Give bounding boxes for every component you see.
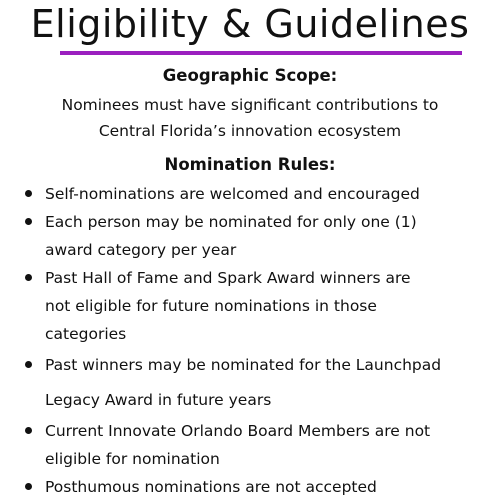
nomination-rules-heading: Nomination Rules:: [164, 155, 336, 174]
rule-text: categories: [45, 325, 127, 343]
rule-text: eligible for nomination: [45, 450, 220, 468]
bullet-icon: [25, 483, 32, 490]
bullet-icon: [25, 427, 32, 434]
bullet-icon: [25, 361, 32, 368]
geographic-scope-line: Central Florida’s innovation ecosystem: [98, 122, 402, 140]
bullet-icon: [25, 274, 32, 281]
rule-text: Self-nominations are welcomed and encouraged: [45, 185, 420, 203]
rule-text: Past winners may be nominated for the Launchpad: [45, 356, 442, 374]
rule-text: Posthumous nominations are not accepted: [45, 478, 377, 496]
bullet-icon: [25, 190, 32, 197]
rule-text: Past Hall of Fame and Spark Award winners are: [45, 269, 411, 287]
rule-text: not eligible for future nominations in those: [45, 297, 377, 315]
rule-text: Legacy Award in future years: [45, 391, 272, 409]
geographic-scope-line: Nominees must have significant contributions to: [61, 96, 439, 114]
rule-text: Each person may be nominated for only one (1): [45, 213, 417, 231]
rule-text: award category per year: [45, 241, 237, 259]
geographic-scope-heading: Geographic Scope:: [162, 66, 338, 85]
bullet-icon: [25, 218, 32, 225]
rule-text: Current Innovate Orlando Board Members are not: [45, 422, 431, 440]
page-title: Eligibility & Guidelines: [30, 2, 470, 46]
